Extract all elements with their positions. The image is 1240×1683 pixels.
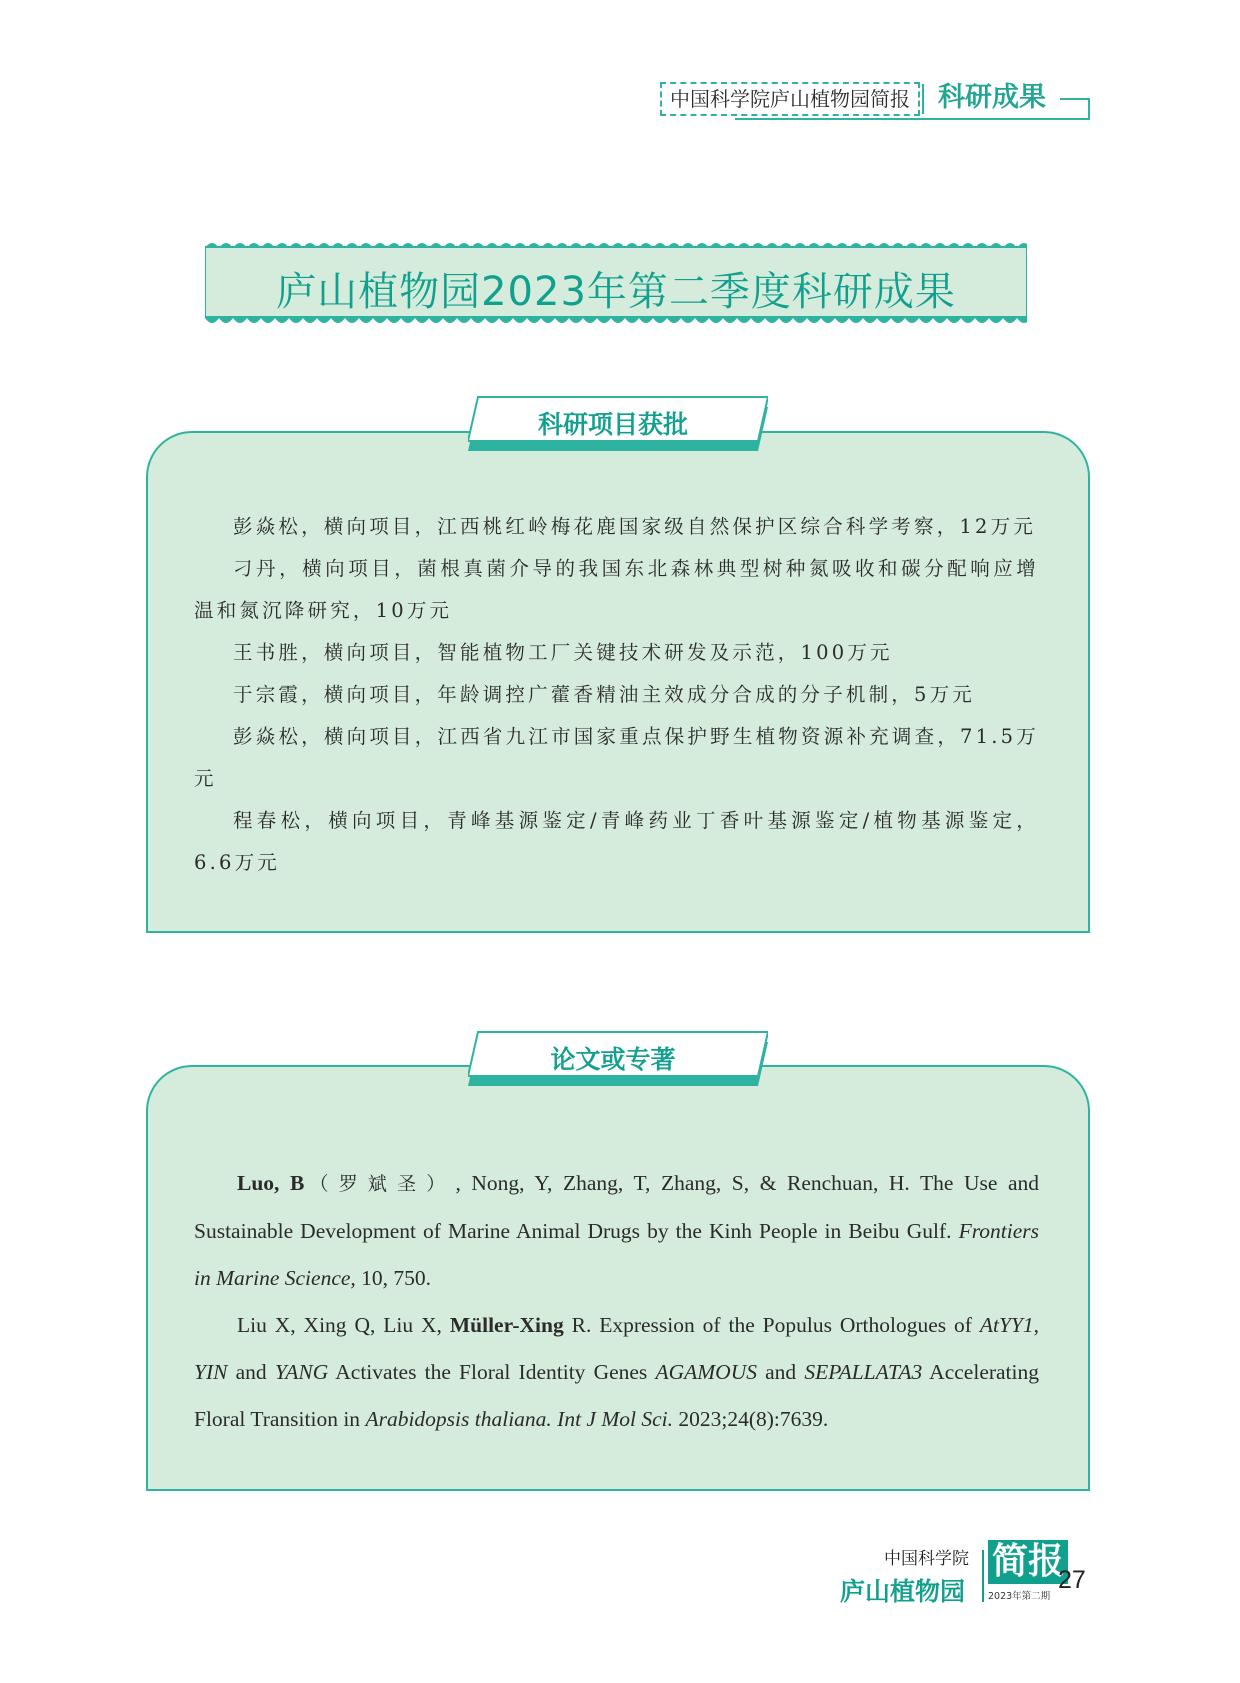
gene-name: YIN xyxy=(194,1360,228,1384)
papers-heading-tab xyxy=(468,1030,768,1086)
header-divider xyxy=(922,84,924,114)
list-item: 彭焱松，横向项目，江西桃红岭梅花鹿国家级自然保护区综合科学考察，12万元 xyxy=(233,515,1037,538)
header-rule xyxy=(1060,98,1090,100)
gene-name: SEPALLATA3 xyxy=(804,1360,923,1384)
header-rule xyxy=(735,118,1090,120)
citation-text: , Nong, Y, Zhang, T, Zhang, S, & Renchuan, H. The Use and Sustainable Development of Marine Animal Drugs by the Kinh People in Beibu Gulf. xyxy=(194,1171,1039,1243)
gene-name: YANG xyxy=(274,1360,329,1384)
author-chinese-name: （罗斌圣） xyxy=(304,1173,456,1195)
projects-heading: 科研项目获批 xyxy=(537,410,688,439)
page-footer xyxy=(840,1540,1100,1610)
section-name: 科研成果 xyxy=(938,82,1046,113)
footer-brief-logo: 简报 xyxy=(988,1540,1068,1584)
list-item: 彭焱松，横向项目，江西省九江市国家重点保护野生植物资源补充调查，71.5万元 xyxy=(194,725,1039,790)
footer-org-top: 中国科学院 xyxy=(884,1549,969,1569)
list-item: 刁丹，横向项目，菌根真菌介导的我国东北森林典型树种氮吸收和碳分配响应增温和氮沉降研究，10万元 xyxy=(194,557,1039,622)
running-header xyxy=(660,78,1090,122)
citation-text: and xyxy=(756,1360,805,1384)
citation-text: Liu X, Xing Q, Liu X, xyxy=(237,1313,450,1337)
papers-list xyxy=(194,1160,1039,1443)
author-highlight: Luo, B xyxy=(237,1171,305,1195)
author-highlight: Müller-Xing xyxy=(449,1313,564,1337)
list-item: 程春松，横向项目，青峰基源鉴定/青峰药业丁香叶基源鉴定/植物基源鉴定，6.6万元 xyxy=(194,809,1039,874)
projects-heading-tab xyxy=(468,395,768,451)
page-title: 庐山植物园2023年第二季度科研成果 xyxy=(276,269,956,315)
publication-name: 中国科学院庐山植物园简报 xyxy=(660,82,920,116)
citation xyxy=(194,1160,1039,1302)
citation-text: R. Expression of the Populus Orthologues of xyxy=(563,1313,980,1337)
footer-issue: 2023年第二期 xyxy=(988,1591,1051,1602)
papers-heading: 论文或专著 xyxy=(550,1045,676,1074)
footer-divider xyxy=(982,1550,984,1602)
citation-text: and xyxy=(227,1360,275,1384)
header-rule xyxy=(1088,98,1090,120)
gene-name: AGAMOUS xyxy=(655,1360,757,1384)
citation-text: Activates the Floral Identity Genes xyxy=(328,1360,656,1384)
citation-text: 10, 750. xyxy=(355,1266,432,1290)
title-banner xyxy=(205,238,1027,328)
projects-list xyxy=(194,506,1039,884)
journal-name: Frontiers in Marine Science, xyxy=(194,1219,1039,1290)
citation-text: 2023;24(8):7639. xyxy=(673,1407,829,1431)
citation-text: , xyxy=(1033,1313,1040,1337)
gene-name: AtYY1 xyxy=(979,1313,1034,1337)
page-number: 27 xyxy=(1058,1566,1086,1594)
citation-text: Accelerating Floral Transition in xyxy=(194,1360,1040,1431)
list-item: 于宗霞，横向项目，年龄调控广藿香精油主效成分合成的分子机制，5万元 xyxy=(233,683,976,706)
species-and-journal: Arabidopsis thaliana. Int J Mol Sci. xyxy=(365,1407,673,1431)
footer-org-main: 庐山植物园 xyxy=(840,1577,966,1606)
citation xyxy=(194,1302,1039,1443)
list-item: 王书胜，横向项目，智能植物工厂关键技术研发及示范，100万元 xyxy=(233,641,893,664)
